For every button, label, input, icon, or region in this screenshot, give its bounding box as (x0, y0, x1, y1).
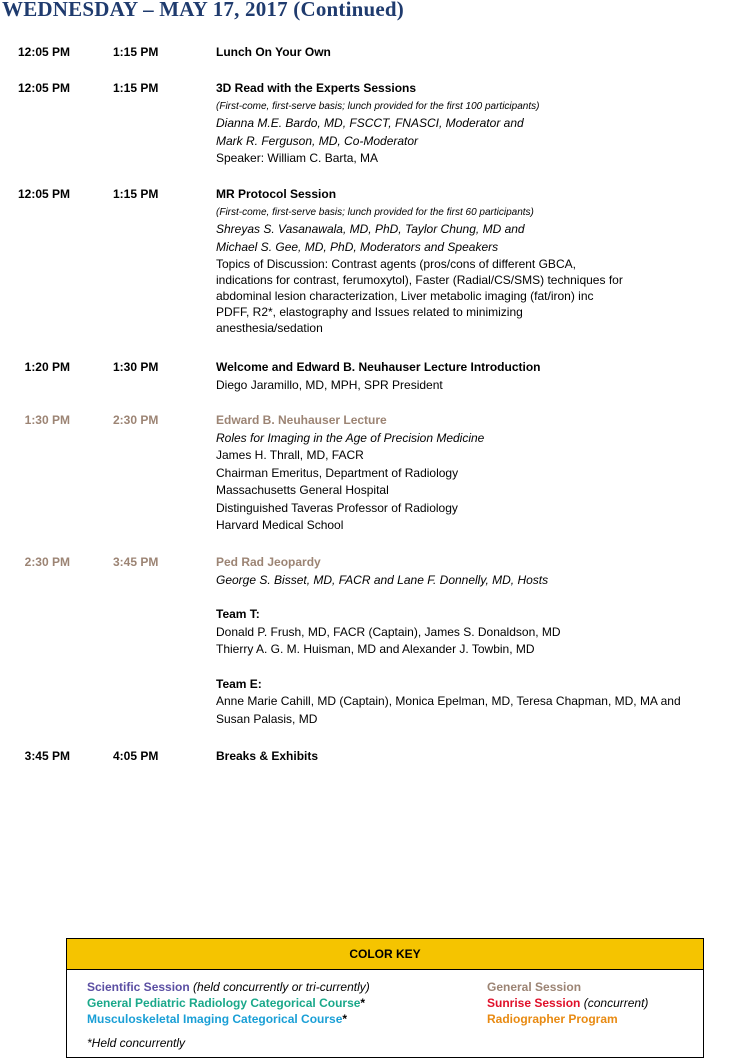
key-general-peds (87, 995, 370, 1011)
start-time: 1:20 PM (24, 360, 70, 374)
session-details (216, 412, 732, 535)
start-time: 12:05 PM (17, 45, 70, 59)
key-radiographer (487, 1011, 648, 1027)
team-label: Team T: (216, 607, 260, 621)
end-time: 2:30 PM (113, 413, 159, 427)
color-key (66, 938, 704, 1058)
end-time: 1:30 PM (113, 360, 159, 374)
session-details (216, 186, 732, 336)
key-sunrise (487, 995, 648, 1011)
team-members: Thierry A. G. M. Huisman, MD and Alexander J. Towbin, MD (216, 642, 535, 656)
speaker-line: Speaker: William C. Barta, MA (216, 151, 379, 165)
end-time: 1:15 PM (113, 81, 159, 95)
speaker-line: Massachusetts General Hospital (216, 483, 389, 497)
moderator-line: Mark R. Ferguson, MD, Co-Moderator (216, 133, 419, 148)
end-time: 3:45 PM (113, 555, 159, 569)
session-title: 3D Read with the Experts Sessions (216, 81, 417, 95)
key-general (487, 979, 648, 995)
color-key-right-column (487, 979, 648, 1027)
key-msk (87, 1011, 370, 1027)
session-details (216, 748, 732, 766)
session-title: Edward B. Neuhauser Lecture (216, 413, 387, 427)
key-scientific (87, 979, 370, 995)
session-details (216, 554, 732, 728)
speaker-line: Chairman Emeritus, Department of Radiology (216, 465, 459, 480)
team-members: Donald P. Frush, MD, FACR (Captain), James S. Donaldson, MD (216, 624, 561, 639)
key-note: (concurrent) (583, 996, 649, 1010)
key-label: General Session (487, 980, 582, 994)
speaker-line: James H. Thrall, MD, FACR (216, 448, 364, 462)
session-details (216, 44, 732, 62)
key-label: Radiographer Program (487, 1012, 618, 1026)
key-star: * (342, 1012, 348, 1026)
start-time: 12:05 PM (17, 187, 70, 201)
team-members: Anne Marie Cahill, MD (Captain), Monica Epelman, MD, Teresa Chapman, MD, MA and (216, 694, 681, 708)
topics-text: Topics of Discussion: Contrast agents (pros/cons of different GBCA, indications for contrast, ferumoxytol), Faster (Radial/CS/SMS) techniques for abdominal lesion characterization, Liver metabolic imaging (fat/iron) inc PDFF, R2*, elastography and Issues related to minimizing anesthesia/sedation (216, 257, 623, 335)
speaker-line: Harvard Medical School (216, 518, 344, 532)
start-time: 3:45 PM (24, 749, 70, 763)
color-key-left-column (87, 979, 370, 1027)
key-label: Scientific Session (87, 980, 190, 994)
page-title: WEDNESDAY – MAY 17, 2017 (Continued) (2, 0, 404, 21)
key-star: * (360, 996, 366, 1010)
key-label: General Pediatric Radiology Categorical Course (87, 996, 361, 1010)
session-title: Welcome and Edward B. Neuhauser Lecture Introduction (216, 360, 541, 374)
end-time: 1:15 PM (113, 45, 159, 59)
session-note: (First-come, first-serve basis; lunch provided for the first 100 participants) (216, 100, 540, 112)
moderator-line: Shreyas S. Vasanawala, MD, PhD, Taylor Chung, MD and (216, 222, 525, 236)
lecture-title: Roles for Imaging in the Age of Precision Medicine (216, 430, 485, 445)
end-time: 4:05 PM (113, 749, 159, 763)
end-time: 1:15 PM (113, 187, 159, 201)
session-details (216, 80, 732, 168)
session-title: Ped Rad Jeopardy (216, 555, 321, 569)
hosts-line: George S. Bisset, MD, FACR and Lane F. Donnelly, MD, Hosts (216, 572, 549, 587)
session-title: Breaks & Exhibits (216, 749, 319, 763)
start-time: 1:30 PM (24, 413, 70, 427)
key-label: Sunrise Session (487, 996, 581, 1010)
session-title: Lunch On Your Own (216, 45, 331, 59)
session-note: (First-come, first-serve basis; lunch provided for the first 60 participants) (216, 206, 534, 218)
speaker-line: Diego Jaramillo, MD, MPH, SPR President (216, 377, 443, 392)
team-members: Susan Palasis, MD (216, 711, 318, 726)
color-key-header: COLOR KEY (67, 939, 703, 970)
key-note: (held concurrently or tri-currently) (193, 980, 370, 994)
start-time: 2:30 PM (24, 555, 70, 569)
moderator-line: Dianna M.E. Bardo, MD, FSCCT, FNASCI, Moderator and (216, 116, 524, 130)
session-details (216, 359, 732, 394)
start-time: 12:05 PM (17, 81, 70, 95)
speaker-line: Distinguished Taveras Professor of Radiology (216, 500, 458, 515)
color-key-footnote: *Held concurrently (87, 1036, 186, 1050)
moderator-line: Michael S. Gee, MD, PhD, Moderators and Speakers (216, 239, 499, 254)
session-title: MR Protocol Session (216, 187, 337, 201)
key-label: Musculoskeletal Imaging Categorical Course (87, 1012, 343, 1026)
team-label: Team E: (216, 676, 262, 691)
